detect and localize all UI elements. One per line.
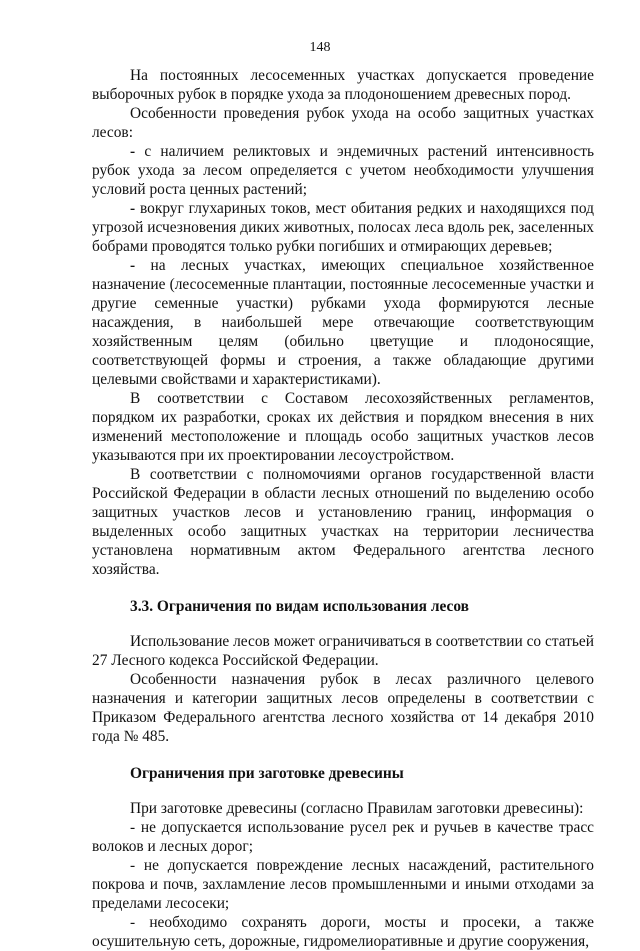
list-item (92, 142, 594, 199)
paragraph: В соответствии с Составом лесохозяйственных регламентов, порядком их разработки, сроках их действия и порядком внесения в них изменений местоположение и площадь особо защитных участков лесов указываются при их проектировании лесоустройством. (92, 390, 594, 464)
list-dash: - (130, 200, 136, 217)
paragraph: Особенности назначения рубок в лесах различного целевого назначения и категории защитных лесов определены в соответствии с Приказом Федерального агентства лесного хозяйства от 14 декабря 2010 года № 485. (92, 671, 594, 745)
paragraph: Особенности проведения рубок ухода на особо защитных участках лесов: (92, 105, 594, 141)
paragraph: На постоянных лесосеменных участках допускается проведение выборочных рубок в порядке ухода за плодоношением древесных пород. (92, 67, 594, 103)
paragraph: В соответствии с полномочиями органов государственной власти Российской Федерации в области лесных отношений по выделению особо защитных участков лесов и установлению границ, информация о выделенных особо защитных участках на территории лесничества установлена нормативным актом Федерального агентства лесного хозяйства. (92, 466, 594, 578)
subheading: Ограничения при заготовке древесины (130, 765, 404, 782)
section-heading: 3.3. Ограничения по видам использования лесов (130, 598, 469, 615)
list-item-text: вокруг глухариных токов, мест обитания редких и находящихся под угрозой исчезновения диких животных, полосах леса вдоль рек, заселенных бобрами проводятся только рубки погибших и отмирающих деревьев; (92, 200, 594, 255)
list-item: - не допускается повреждение лесных насаждений, растительного покрова и почв, захламление лесов промышленными и иными отходами за пределами лесосеки; (92, 857, 594, 912)
list-item: - необходимо сохранять дороги, мосты и просеки, а также осушительную сеть, дорожные, гидромелиоративные и другие сооружения, (92, 914, 594, 950)
list-item: - не допускается использование русел рек и ручьев в качестве трасс волоков и лесных дорог; (92, 819, 594, 855)
list-dash: - (130, 257, 136, 274)
list-item (92, 256, 594, 389)
list-item-text: с наличием реликтовых и эндемичных растений интенсивность рубок ухода за лесом определяется с учетом необходимости улучшения условий роста ценных растений; (92, 143, 594, 198)
paragraph: Использование лесов может ограничиваться в соответствии со статьей 27 Лесного кодекса Российской Федерации. (92, 633, 594, 669)
list-item-text: на лесных участках, имеющих специальное хозяйственное назначение (лесосеменные плантации, постоянные лесосеменные участки и другие семенные участки) рубками ухода формируются лесные насаждения, в наибольшей мере отвечающие соответствующим хозяйственным целям (обильно цветущие и плодоносящие, соответствующей формы и строения, а также обладающие другими целевыми свойствами и характеристиками). (92, 257, 594, 388)
document-body (92, 66, 594, 951)
list-item (92, 199, 594, 256)
paragraph: При заготовке древесины (согласно Правилам заготовки древесины): (130, 800, 584, 817)
page-number: 148 (309, 40, 331, 55)
list-dash: - (130, 143, 136, 160)
